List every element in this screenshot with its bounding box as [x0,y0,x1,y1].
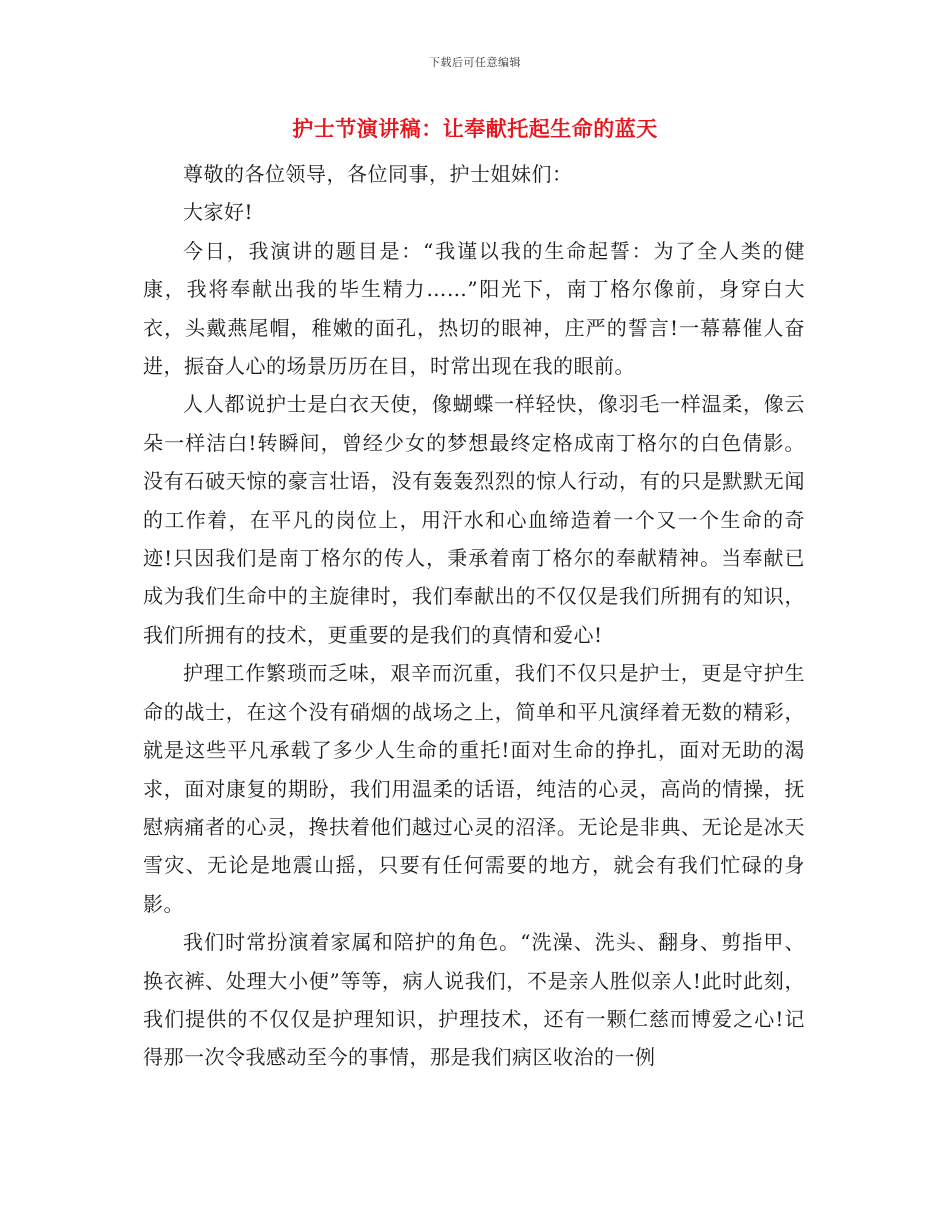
document-title: 护士节演讲稿：让奉献托起生命的蓝天 [292,117,658,141]
paragraph: 护理工作繁琐而乏味，艰辛而沉重，我们不仅只是护士，更是守护生命的战士，在这个没有硝烟的战场之上，简单和平凡演绎着无数的精彩，就是这些平凡承载了多少人生命的重托!面对生命的挣扎，面对无助的渴求，面对康复的期盼，我们用温柔的话语，纯洁的心灵，高尚的情操，抚慰病痛者的心灵，搀扶着他们越过心灵的沼泽。无论是非典、无论是冰天雪灾、无论是地震山摇，只要有任何需要的地方，就会有我们忙碌的身影。 [143,661,805,916]
document-body [143,155,805,1077]
paragraph: 人人都说护士是白衣天使，像蝴蝶一样轻快，像羽毛一样温柔，像云朵一样洁白!转瞬间，曾经少女的梦想最终定格成南丁格尔的白色倩影。没有石破天惊的豪言壮语，没有轰轰烈烈的惊人行动，有的只是默默无闻的工作着，在平凡的岗位上，用汗水和心血缔造着一个又一个生命的奇迹!只因我们是南丁格尔的传人，秉承着南丁格尔的奉献精神。当奉献已成为我们生命中的主旋律时，我们奉献出的不仅仅是我们所拥有的知识，我们所拥有的技术，更重要的是我们的真情和爱心! [143,392,805,647]
paragraph: 我们时常扮演着家属和陪护的角色。“洗澡、洗头、翻身、剪指甲、换衣裤、处理大小便”等等，病人说我们，不是亲人胜似亲人!此时此刻，我们提供的不仅仅是护理知识，护理技术，还有一颗仁慈而博爱之心!记得那一次令我感动至今的事情，那是我们病区收治的一例 [143,930,805,1070]
paragraph-greeting: 大家好! [183,200,254,225]
paragraph-salutation: 尊敬的各位领导，各位同事，护士姐妹们： [183,162,573,186]
paragraph: 今日，我演讲的题目是：“我谨以我的生命起誓：为了全人类的健康，我将奉献出我的毕生精力……”阳光下，南丁格尔像前，身穿白大衣，头戴燕尾帽，稚嫩的面孔，热切的眼神，庄严的誓言!一幕幕催人奋进，振奋人心的场景历历在目，时常出现在我的眼前。 [143,238,805,379]
header-note: 下载后可任意编辑 [429,56,521,69]
